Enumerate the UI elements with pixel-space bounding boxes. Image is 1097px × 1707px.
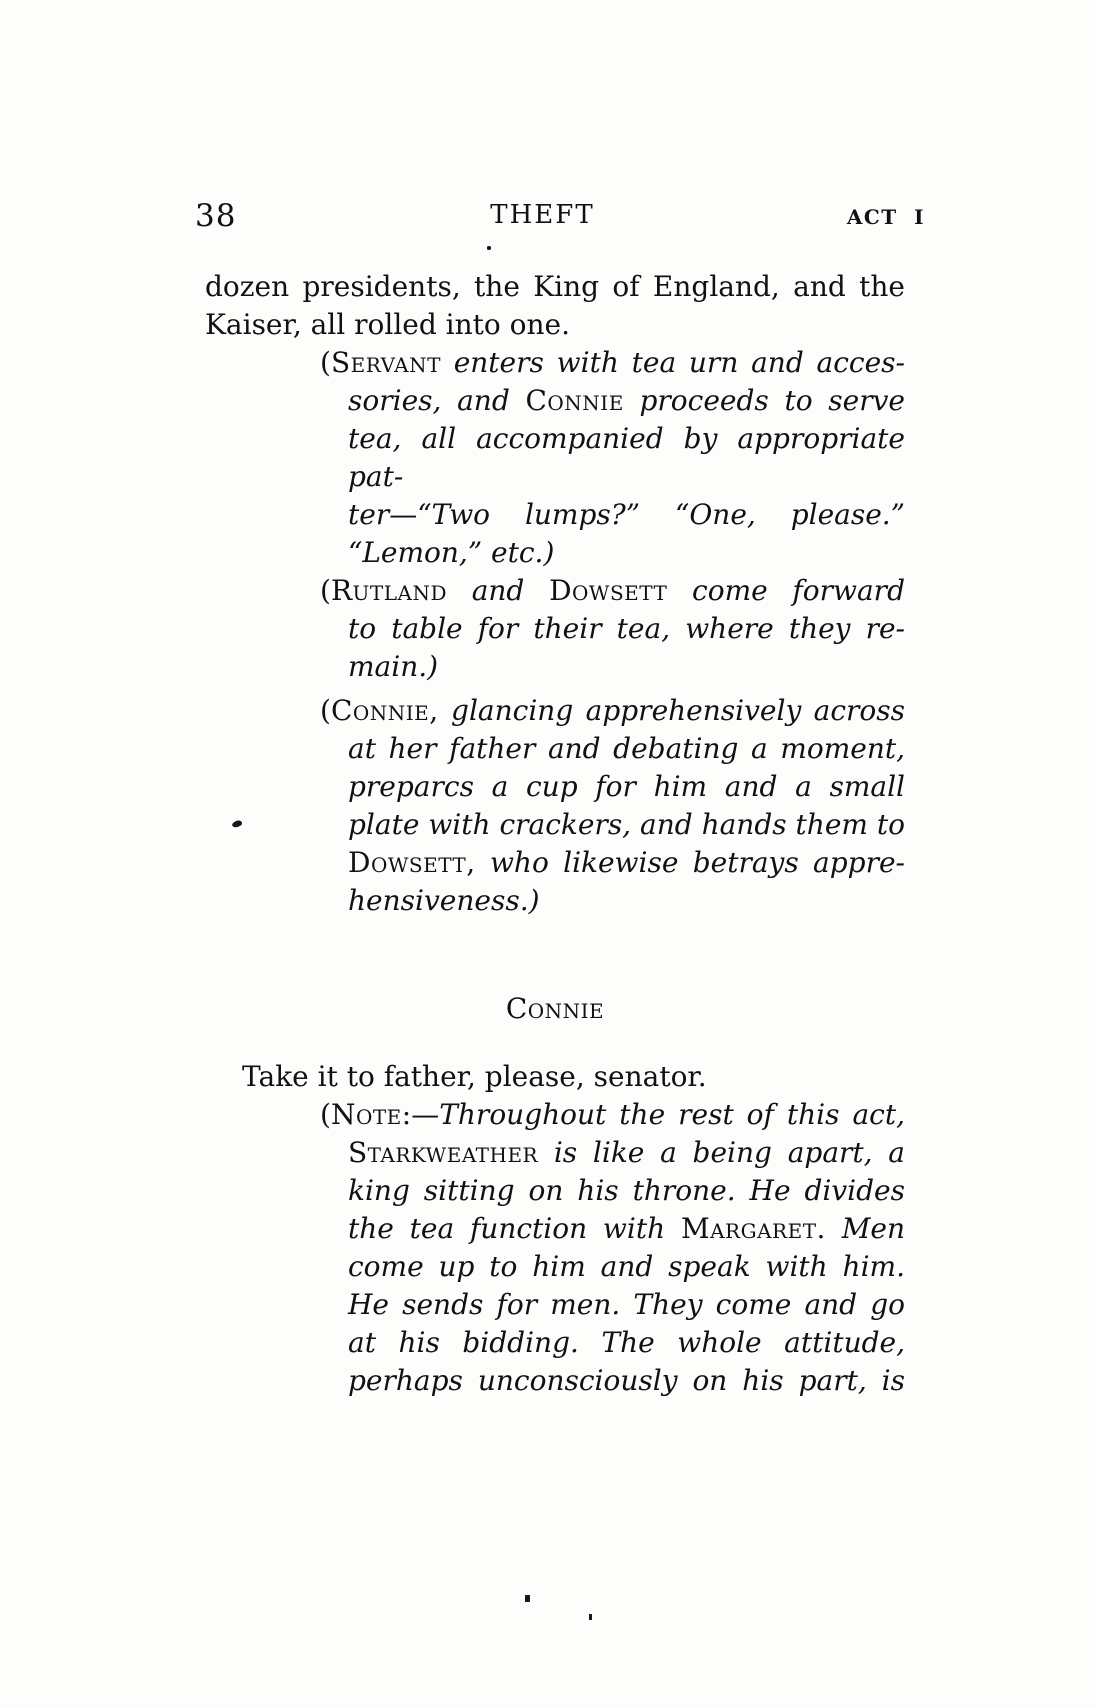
text-segment: enters with tea urn and acces- bbox=[440, 346, 905, 379]
text-segment: ( bbox=[320, 574, 331, 607]
text-segment: Take it to father, please, senator. bbox=[242, 1060, 707, 1093]
text-segment: “Lemon,” etc.) bbox=[348, 536, 555, 569]
text-segment: ( bbox=[320, 346, 331, 379]
text-line bbox=[205, 1058, 905, 1096]
text-segment: come up to him and speak with him. bbox=[348, 1250, 905, 1283]
text-line bbox=[205, 730, 905, 768]
ink-speck bbox=[487, 246, 491, 250]
text-segment: Men bbox=[825, 1212, 905, 1245]
ink-speck bbox=[589, 1614, 592, 1620]
character-name: Dowsett bbox=[549, 574, 668, 607]
text-segment: perhaps unconsciously on his part, is bbox=[348, 1364, 905, 1397]
act-label: ACT I bbox=[846, 205, 925, 229]
text-segment: glancing apprehensively across bbox=[438, 694, 905, 727]
page-content bbox=[205, 268, 905, 1400]
text-segment: at her father and debating a moment, bbox=[348, 732, 905, 765]
text-line bbox=[205, 1210, 905, 1248]
character-name: Dowsett, bbox=[348, 846, 476, 879]
text-line bbox=[205, 496, 905, 534]
text-line bbox=[205, 344, 905, 382]
text-segment: come forward bbox=[667, 574, 905, 607]
speaker-heading-connie bbox=[205, 990, 905, 1028]
character-name: Connie bbox=[505, 992, 605, 1025]
text-segment: ter—“Two lumps?” “One, please.” bbox=[348, 498, 905, 531]
text-segment: hensiveness.) bbox=[348, 884, 540, 917]
text-line bbox=[205, 1134, 905, 1172]
page-number: 38 bbox=[195, 198, 237, 234]
text-line bbox=[205, 1324, 905, 1362]
character-name: Margaret. bbox=[680, 1212, 826, 1245]
text-segment: proceeds to serve bbox=[623, 384, 906, 417]
character-name: Connie, bbox=[330, 694, 439, 727]
stage-direction-connie bbox=[205, 692, 905, 920]
text-line bbox=[205, 1286, 905, 1324]
character-name: Starkweather bbox=[348, 1136, 539, 1169]
text-segment: at his bidding. The whole attitude, bbox=[348, 1326, 905, 1359]
text-line bbox=[205, 882, 905, 920]
character-name: Servant bbox=[330, 346, 441, 379]
text-segment: preparcs a cup for him and a small bbox=[348, 770, 905, 803]
text-line bbox=[205, 1096, 905, 1134]
stage-direction-servant bbox=[205, 344, 905, 572]
text-segment: the tea function with bbox=[348, 1212, 681, 1245]
text-segment: —Throughout the rest of this act, bbox=[411, 1098, 905, 1131]
text-line bbox=[205, 306, 905, 344]
note-direction bbox=[205, 1096, 905, 1400]
text-segment: to table for their tea, where they re- bbox=[348, 612, 905, 645]
text-line bbox=[205, 610, 905, 648]
running-title: THEFT bbox=[490, 200, 595, 230]
text-line bbox=[205, 1248, 905, 1286]
text-line bbox=[205, 844, 905, 882]
text-line bbox=[205, 692, 905, 730]
text-segment: plate with crackers, and hands them to bbox=[348, 808, 905, 841]
text-line bbox=[205, 648, 905, 686]
text-segment: dozen presidents, the King of England, and the bbox=[205, 270, 905, 303]
body-paragraph bbox=[205, 268, 905, 344]
character-name: Connie bbox=[525, 384, 624, 417]
dialogue-line-connie bbox=[205, 1058, 905, 1096]
text-line bbox=[205, 1362, 905, 1400]
text-line bbox=[205, 572, 905, 610]
character-name: Rutland bbox=[330, 574, 447, 607]
stage-direction-rutland-dowsett bbox=[205, 572, 905, 686]
text-line bbox=[205, 382, 905, 420]
text-segment: main.) bbox=[348, 650, 439, 683]
text-line bbox=[205, 534, 905, 572]
ink-speck bbox=[525, 1595, 530, 1602]
text-block bbox=[195, 196, 925, 1400]
text-segment: ( bbox=[320, 1098, 331, 1131]
text-segment: sories, and bbox=[348, 384, 526, 417]
text-segment: Kaiser, all rolled into one. bbox=[205, 308, 571, 341]
text-segment: and bbox=[446, 574, 550, 607]
text-line bbox=[205, 768, 905, 806]
text-line bbox=[205, 420, 905, 496]
text-line bbox=[205, 806, 905, 844]
text-segment: king sitting on his throne. He divides bbox=[348, 1174, 905, 1207]
text-segment: : bbox=[401, 1098, 412, 1131]
character-name: Note bbox=[330, 1098, 402, 1131]
text-segment: ( bbox=[320, 694, 331, 727]
text-segment: who likewise betrays appre- bbox=[475, 846, 905, 879]
text-segment: tea, all accompanied by appropriate pat- bbox=[348, 422, 905, 493]
text-line bbox=[205, 990, 905, 1028]
text-line bbox=[205, 268, 905, 306]
text-line bbox=[205, 1172, 905, 1210]
running-header bbox=[195, 196, 925, 236]
text-segment: is like a being apart, a bbox=[538, 1136, 905, 1169]
text-segment: He sends for men. They come and go bbox=[348, 1288, 905, 1321]
